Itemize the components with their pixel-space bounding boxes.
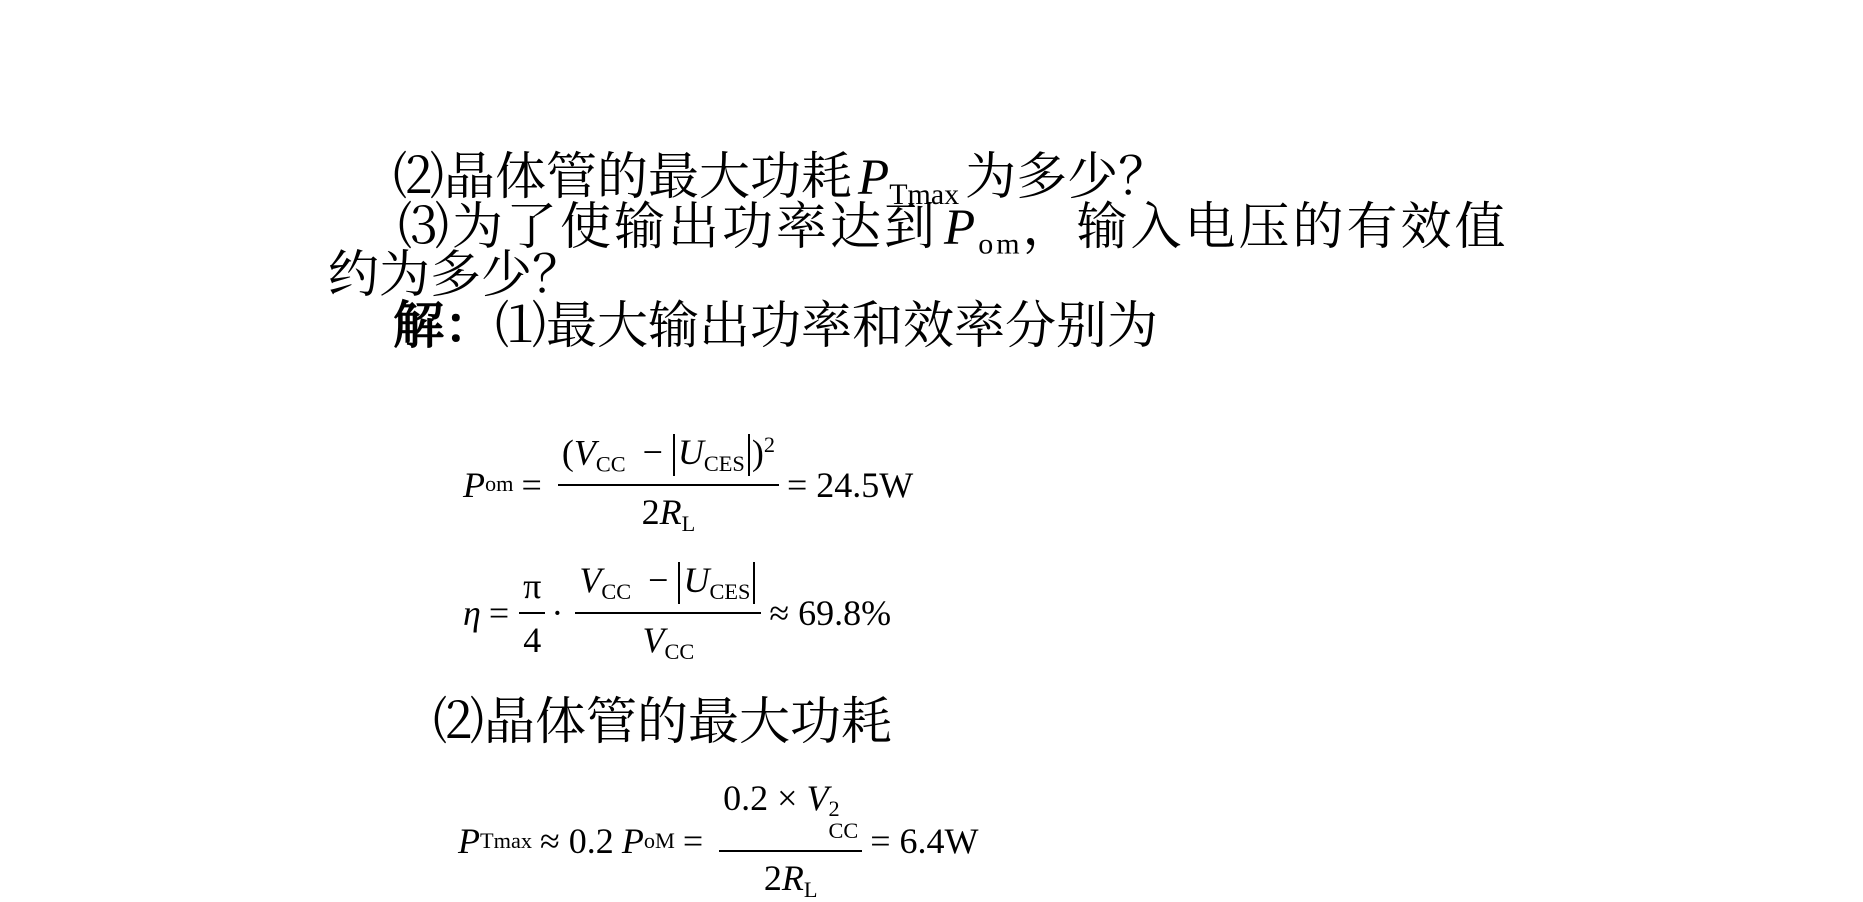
- eq2-u: U: [683, 560, 710, 600]
- equation-eta: [463, 562, 891, 663]
- eq1-den-var: R: [659, 491, 682, 532]
- eq2-fraction: [575, 562, 761, 663]
- eq1-den-coef: 2: [641, 491, 660, 532]
- eq2-den-sub: CC: [664, 638, 695, 664]
- eq3-num-scripts: [828, 795, 859, 843]
- eq2-den-vcc: V: [642, 619, 665, 660]
- question-2-text-b: 为多少？: [965, 148, 1170, 207]
- question-3-sub: om: [978, 227, 1023, 261]
- question-3-text-a: 为了使输出功率达到: [452, 198, 939, 257]
- eq1-numerator: [558, 434, 779, 486]
- eq3-approx: ≈ 0.2: [540, 820, 614, 861]
- eq1-equals: =: [521, 464, 542, 505]
- eq2-lhs: η: [463, 592, 481, 633]
- eq3-denominator: [760, 852, 822, 901]
- eq2-abs-uces: [678, 562, 755, 604]
- solution-title: 解：: [393, 296, 496, 356]
- eq3-equals: =: [682, 820, 704, 861]
- solution-part1-text: 最大输出功率和效率分别为: [546, 297, 1159, 356]
- eq3-lhs-var: P: [458, 820, 480, 861]
- eq3-result: = 6.4W: [870, 820, 979, 861]
- eq2-minus: −: [648, 560, 669, 600]
- question-2-text-a: 晶体管的最大功耗: [444, 148, 853, 207]
- eq1-close-paren: ): [751, 432, 764, 473]
- eq1-result: = 24.5W: [786, 464, 914, 505]
- eq2-equals: =: [488, 592, 510, 633]
- eq2-dot: ·: [551, 592, 564, 633]
- eq1-vcc: V: [573, 432, 596, 473]
- eq1-denominator: [638, 486, 700, 535]
- eq1-fraction: [558, 434, 779, 535]
- eq1-exponent: 2: [763, 432, 775, 457]
- eq1-den-sub: L: [681, 510, 696, 536]
- solution-part2: [433, 693, 893, 752]
- eq1-lhs-var: P: [463, 464, 485, 505]
- eq1-vcc-sub: CC: [595, 451, 626, 477]
- eq2-pi: π: [519, 568, 545, 614]
- eq2-vcc: V: [579, 560, 602, 600]
- question-2-sub: Tmax: [889, 177, 960, 211]
- eq3-num-sup: 2: [828, 795, 840, 821]
- equation-ptmax: [458, 780, 978, 902]
- question-3-text-b: ，输入电压的有效值: [1022, 198, 1509, 257]
- eq1-u: U: [677, 432, 704, 473]
- eq3-den-sub: L: [803, 877, 818, 902]
- eq3-num-coef: 0.2 ×: [723, 778, 798, 818]
- eq3-den-var: R: [781, 858, 804, 899]
- equation-pom: [463, 434, 913, 535]
- solution-part2-label: ⑵: [433, 693, 485, 752]
- question-3-label: ⑶: [398, 198, 453, 257]
- eq3-den-coef: 2: [763, 858, 782, 899]
- eq2-numerator: [575, 562, 761, 614]
- solution-part1-label: ⑴: [495, 297, 547, 356]
- eq1-abs-uces: [673, 434, 750, 476]
- eq2-vcc-sub: CC: [601, 579, 632, 605]
- eq2-result: ≈ 69.8%: [769, 592, 892, 633]
- question-3-var: P: [944, 200, 979, 256]
- eq3-num-var: V: [806, 778, 829, 818]
- eq1-lhs-sub: om: [485, 471, 514, 497]
- question-3-line2: 约为多少？: [328, 246, 584, 305]
- eq1-u-sub: CES: [703, 451, 745, 477]
- eq3-numerator: [719, 780, 862, 852]
- eq2-denominator: [638, 614, 698, 663]
- eq1-open-paren: (: [561, 432, 574, 473]
- eq3-lhs-sub: Tmax: [480, 827, 533, 853]
- solution-part2-text: 晶体管的最大功耗: [484, 693, 893, 752]
- eq3-num-sub: CC: [828, 817, 859, 843]
- eq3-pom-sub: oM: [643, 827, 675, 853]
- eq3-pom-var: P: [621, 820, 644, 861]
- question-2-var: P: [858, 150, 890, 206]
- solution-header: [393, 296, 1159, 356]
- eq1-minus: −: [642, 432, 663, 473]
- eq2-four: 4: [523, 619, 542, 660]
- question-2-label: ⑵: [393, 148, 445, 207]
- eq2-pi-fraction: [519, 565, 545, 660]
- eq3-fraction: [719, 780, 862, 902]
- eq2-u-sub: CES: [709, 579, 751, 605]
